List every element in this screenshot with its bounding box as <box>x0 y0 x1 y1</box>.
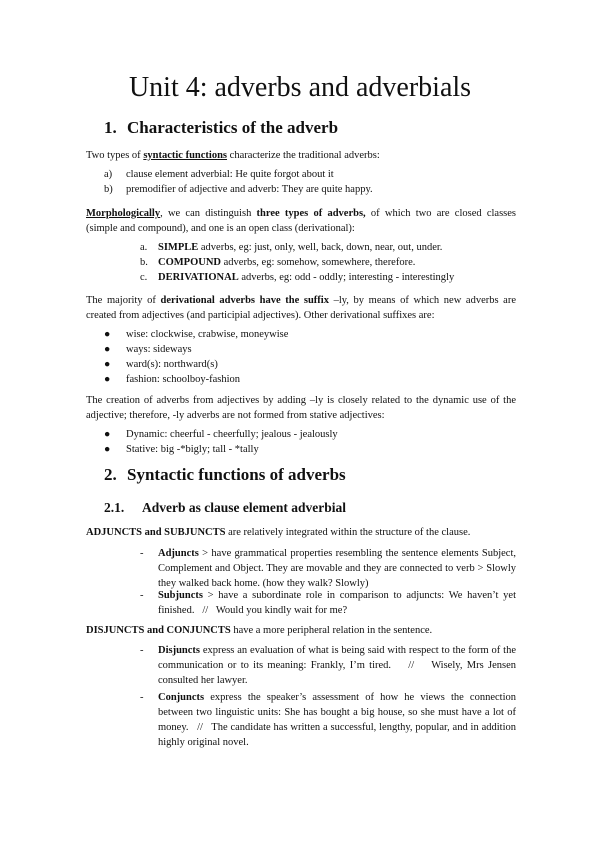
suffix-item: ● wise: clockwise, crabwise, moneywise <box>104 329 289 340</box>
dash-marker: - <box>140 692 144 703</box>
bullet-icon: ● <box>104 444 111 455</box>
function-item: a) clause element adverbial: He quite forgot about it <box>104 169 334 180</box>
adverb-type-item: b. COMPOUND adverbs, eg: somehow, somewhere, therefore. <box>140 257 416 268</box>
page-title: Unit 4: adverbs and adverbials <box>128 72 472 103</box>
conjuncts-item: - Conjuncts express the speaker’s assessment of how he views the connection between two linguistic units: She has bought a big house, so she must have a lot of money. // The candidate has written a successful, lengthy, popular, and in addition highly original novel. <box>140 692 519 748</box>
bullet-icon: ● <box>104 329 111 340</box>
subsection-2-1-heading <box>104 499 346 517</box>
section-2-number: 2. <box>104 465 117 484</box>
intro-paragraph: Two types of syntactic functions characterize the traditional adverbs: <box>86 150 380 161</box>
creation-paragraph: The creation of adverbs from adjectives by adding –ly is closely related to the dynamic use of the adjective; therefore, -ly adverbs are not formed from stative adjectives: <box>86 395 516 421</box>
bullet-icon: ● <box>104 374 111 385</box>
adjuncts-intro: ADJUNCTS and SUBJUNCTS are relatively integrated within the structure of the clause. <box>86 527 471 538</box>
dash-marker: - <box>140 645 144 656</box>
suffix-item: ● ward(s): northward(s) <box>104 359 218 370</box>
dynamic-item: ● Dynamic: cheerful - cheerfully; jealous - jealously <box>104 429 338 440</box>
adjuncts-item: - Adjuncts > have grammatical properties resembling the sentence elements Subject, Complement and Object. They are movable and they are connected to verb > Slowly they walked back home. (how they walk? Slowly) <box>140 548 516 589</box>
section-2-title: Syntactic functions of adverbs <box>127 465 346 484</box>
syntactic-functions-term: syntactic functions <box>143 150 228 161</box>
subsection-number: 2.1. <box>104 500 125 515</box>
dash-marker: - <box>140 548 144 559</box>
suffix-item: ● ways: sideways <box>104 344 192 355</box>
stative-item: ● Stative: big -*bigly; tall - *tally <box>104 444 259 455</box>
dash-marker: - <box>140 590 144 601</box>
section-1-title: Characteristics of the adverb <box>127 118 339 137</box>
suffix-item: ● fashion: schoolboy-fashion <box>104 374 241 385</box>
morphology-paragraph: Morphologically, we can distinguish three types of adverbs, of which two are closed classes (simple and compound), and one is an open class (derivational): <box>86 208 516 234</box>
disjuncts-intro: DISJUNCTS and CONJUNCTS have a more peripheral relation in the sentence. <box>86 625 433 636</box>
section-2-heading <box>104 464 346 486</box>
subjuncts-item: - Subjuncts > have a subordinate role in comparison to adjuncts: We haven’t yet finished. // Would you kindly wait for me? <box>140 590 519 616</box>
adverb-type-item: c. DERIVATIONAL adverbs, eg: odd - oddly; interesting - interestingly <box>140 272 455 283</box>
derivational-paragraph: The majority of derivational adverbs have the suffix –ly, by means of which new adverbs are created from adjectives (and participial adjectives). Other derivational suffixes are: <box>86 295 517 321</box>
disjuncts-item: - Disjuncts express an evaluation of what is being said with respect to the form of the communication or to its meaning: Frankly, I’m tired. // Wisely, Mrs Jensen consulted her lawyer. <box>140 645 519 686</box>
morphologically-term: Morphologically <box>86 208 161 219</box>
bullet-icon: ● <box>104 429 111 440</box>
section-1-heading <box>104 117 338 139</box>
subsection-title: Adverb as clause element adverbial <box>142 500 346 515</box>
function-item: b) premodifier of adjective and adverb: They are quite happy. <box>104 184 373 195</box>
bullet-icon: ● <box>104 344 111 355</box>
section-1-number: 1. <box>104 118 117 137</box>
bullet-icon: ● <box>104 359 111 370</box>
adverb-type-item: a. SIMPLE adverbs, eg: just, only, well, back, down, near, out, under. <box>140 242 443 253</box>
